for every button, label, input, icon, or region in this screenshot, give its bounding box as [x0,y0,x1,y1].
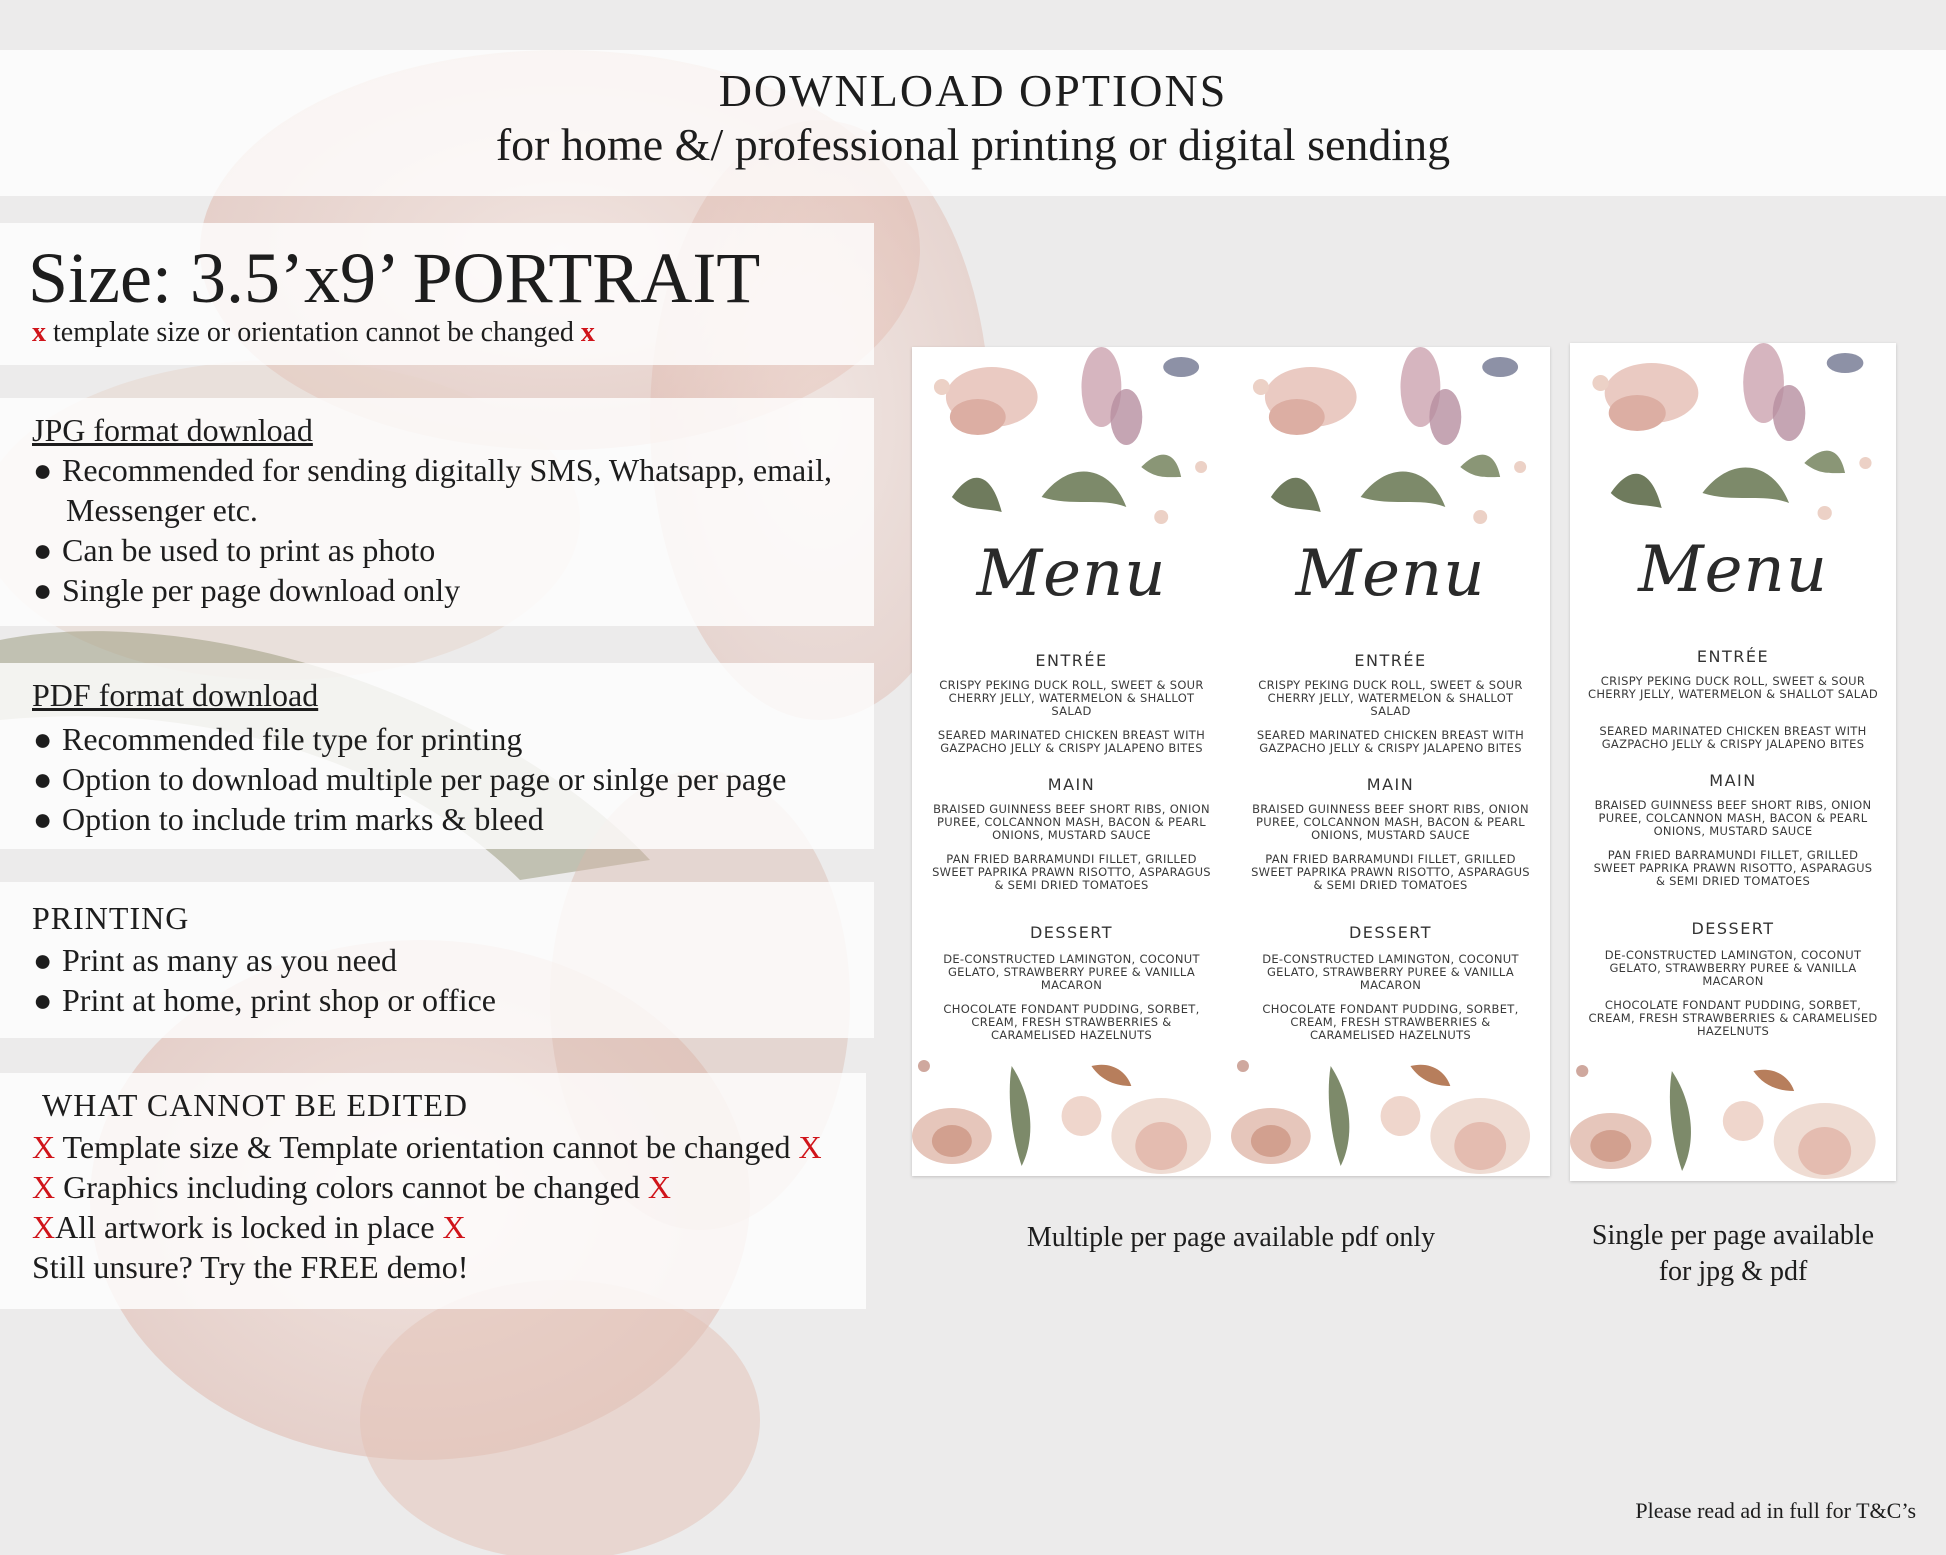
floral-top-decoration [1231,347,1550,537]
pdf-bullet-list [30,719,786,839]
menu-column [1570,343,1896,1181]
jpg-format-panel [0,398,874,626]
list-item: ● Option to include trim marks & bleed [33,801,544,837]
list-item: ● Print as many as you need [33,942,398,978]
menu-item: CHOCOLATE FONDANT PUDDING, SORBET, CREAM, FRESH STRAWBERRIES & CARAMELISED HAZELNUTS [943,1002,1200,1042]
jpg-section-title: JPG format download [32,412,313,448]
menu-item: DE-CONSTRUCTED LAMINGTON, COCONUT GELATO, STRAWBERRY PUREE & VANILLA MACARON [1604,948,1862,988]
x-mark-icon: x [580,317,595,348]
cannot-edit-panel [0,1073,866,1309]
list-item: Messenger etc. [66,492,258,528]
cannot-edit-line: X Template size & Template orientation cannot be changed X [32,1129,822,1165]
page-subtitle: for home &/ professional printing or digital sending [495,119,1451,170]
bullet-icon: ● [33,452,53,488]
bullet-icon: ● [33,801,53,837]
menu-column [912,347,1231,1176]
size-note [32,317,595,349]
cannot-edit-line: X Graphics including colors cannot be changed X [32,1169,671,1205]
free-demo-note: Still unsure? Try the FREE demo! [32,1249,469,1285]
menu-item: BRAISED GUINNESS BEEF SHORT RIBS, ONION PUREE, COLCANNON MASH, BACON & PEARL ONIONS, MUSTARD SAUCE [1252,802,1529,842]
menu-title: Menu [976,537,1167,611]
menu-item: CHOCOLATE FONDANT PUDDING, SORBET, CREAM, FRESH STRAWBERRIES & CARAMELISED HAZELNUTS [1588,998,1878,1038]
header-banner [0,50,1946,196]
menu-item: SEARED MARINATED CHICKEN BREAST WITH GAZPACHO JELLY & CRISPY JALAPENO BITES [1599,724,1867,751]
menu-item: BRAISED GUINNESS BEEF SHORT RIBS, ONION PUREE, COLCANNON MASH, BACON & PEARL ONIONS, MUSTARD SAUCE [933,802,1210,842]
cannot-edit-line: XAll artwork is locked in place X [32,1209,466,1245]
x-mark-icon: X [32,1169,56,1205]
menu-item: CRISPY PEKING DUCK ROLL, SWEET & SOUR CHERRY JELLY, WATERMELON & SHALLOT SALAD [1588,674,1878,701]
pdf-format-panel [0,663,874,849]
x-mark-icon: x [32,317,46,348]
bullet-icon: ● [33,532,53,568]
printing-panel [0,882,874,1038]
cannot-edit-title: WHAT CANNOT BE EDITED [42,1087,468,1123]
bullet-icon: ● [33,572,53,608]
menu-section-main: MAIN [1047,775,1096,794]
jpg-bullet-list [30,450,832,610]
x-mark-icon: X [647,1169,671,1205]
menu-item: PAN FRIED BARRAMUNDI FILLET, GRILLED SWEET PAPRIKA PRAWN RISOTTO, ASPARAGUS & SEMI DRIED TOMATOES [1593,848,1873,888]
menu-item: DE-CONSTRUCTED LAMINGTON, COCONUT GELATO, STRAWBERRY PUREE & VANILLA MACARON [1262,952,1519,992]
page-title: DOWNLOAD OPTIONS [718,65,1228,116]
menu-item: PAN FRIED BARRAMUNDI FILLET, GRILLED SWEET PAPRIKA PRAWN RISOTTO, ASPARAGUS & SEMI DRIED TOMATOES [932,852,1211,892]
menu-item: SEARED MARINATED CHICKEN BREAST WITH GAZPACHO JELLY & CRISPY JALAPENO BITES [1256,728,1525,755]
size-panel [0,223,874,365]
list-item: ● Print at home, print shop or office [33,982,496,1018]
bullet-icon: ● [33,942,53,978]
printing-section-title: PRINTING [32,900,190,936]
menu-item: CRISPY PEKING DUCK ROLL, SWEET & SOUR CHERRY JELLY, WATERMELON & SHALLOT SALAD [939,678,1204,718]
bullet-icon: ● [33,982,53,1018]
caption-multiple-per-page: Multiple per page available pdf only [1026,1222,1436,1253]
menu-title: Menu [1638,533,1828,607]
list-item: ● Recommended file type for printing [33,721,523,757]
floral-bottom-decoration [912,1056,1231,1176]
menu-section-dessert: DESSERT [1029,923,1114,942]
floral-bottom-decoration [1231,1056,1550,1176]
x-mark-icon: X [798,1129,822,1165]
caption-single-per-page: Single per page available for jpg & pdf [1591,1220,1875,1287]
printing-bullet-list [30,940,496,1020]
bullet-icon: ● [33,721,53,757]
menu-item: SEARED MARINATED CHICKEN BREAST WITH GAZPACHO JELLY & CRISPY JALAPENO BITES [937,728,1206,755]
size-heading: Size: 3.5’x9’ PORTRAIT [28,238,761,318]
menu-item: BRAISED GUINNESS BEEF SHORT RIBS, ONION PUREE, COLCANNON MASH, BACON & PEARL ONIONS, MUSTARD SAUCE [1594,798,1872,838]
floral-top-decoration [912,347,1231,537]
menu-item: CRISPY PEKING DUCK ROLL, SWEET & SOUR CHERRY JELLY, WATERMELON & SHALLOT SALAD [1258,678,1523,718]
menu-title: Menu [1295,537,1486,611]
menu-section-entree: ENTRÉE [1035,651,1108,670]
menu-column [1231,347,1550,1176]
list-item: ● Can be used to print as photo [33,532,436,568]
floral-top-decoration [1570,343,1896,533]
menu-item: DE-CONSTRUCTED LAMINGTON, COCONUT GELATO, STRAWBERRY PUREE & VANILLA MACARON [943,952,1200,992]
list-item: ● Single per page download only [33,572,461,608]
list-item: ● Option to download multiple per page or sinlge per page [33,761,787,797]
x-mark-icon: X [32,1129,56,1165]
list-item: ● Recommended for sending digitally SMS, Whatsapp, email, [33,452,832,488]
menu-section-main: MAIN [1366,775,1415,794]
menu-item: CHOCOLATE FONDANT PUDDING, SORBET, CREAM, FRESH STRAWBERRIES & CARAMELISED HAZELNUTS [1262,1002,1519,1042]
bullet-icon: ● [33,761,53,797]
floral-bottom-decoration [1570,1061,1896,1181]
menu-section-dessert: DESSERT [1348,923,1433,942]
menu-card-single-per-page [1570,343,1896,1181]
size-note-text: template size or orientation cannot be changed [53,317,574,348]
menu-section-entree: ENTRÉE [1354,651,1427,670]
menu-section-entree: ENTRÉE [1696,647,1770,666]
menu-item: PAN FRIED BARRAMUNDI FILLET, GRILLED SWEET PAPRIKA PRAWN RISOTTO, ASPARAGUS & SEMI DRIED TOMATOES [1251,852,1530,892]
x-mark-icon: X [32,1209,56,1245]
menu-section-dessert: DESSERT [1691,919,1775,938]
footer-note: Please read ad in full for T&C’s [1635,1498,1916,1523]
menu-section-main: MAIN [1709,771,1757,790]
x-mark-icon: X [442,1209,466,1245]
pdf-section-title: PDF format download [32,677,319,713]
menu-card-multiple-per-page [912,347,1550,1176]
